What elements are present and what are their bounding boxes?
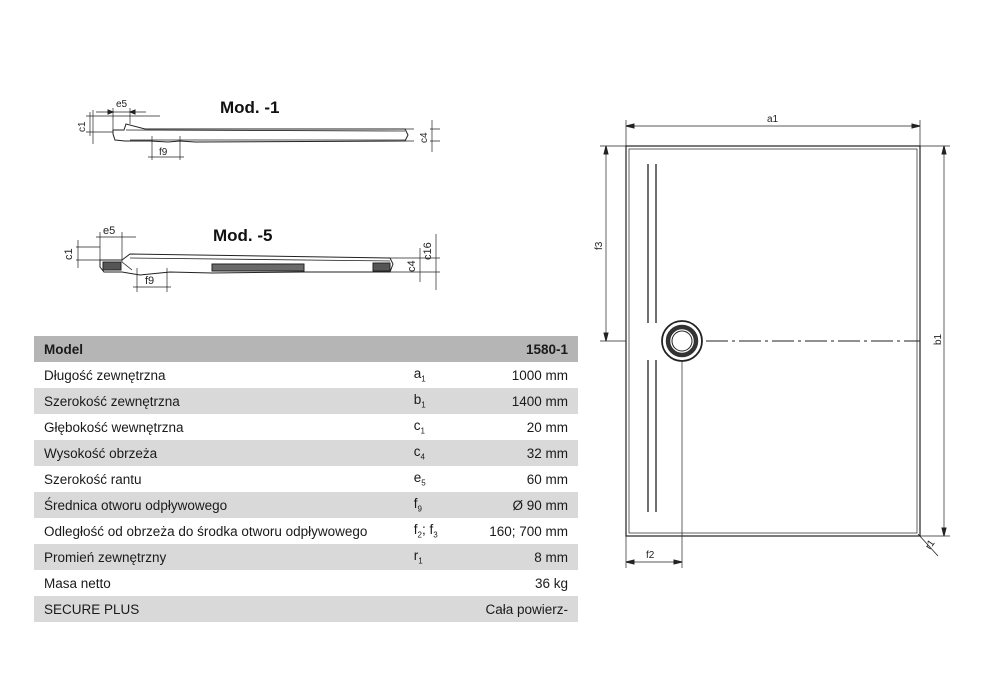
mod5-c16-label: c16 — [422, 242, 434, 260]
row-value: 32 mm — [443, 440, 578, 466]
row-parameter-name: Średnica otworu odpływowego — [34, 492, 408, 518]
mod1-c1-label: c1 — [77, 121, 88, 132]
plan-b1-label: b1 — [933, 333, 944, 345]
symbol-letter: c — [413, 444, 421, 460]
row-symbol — [408, 362, 443, 388]
table-row — [34, 388, 578, 414]
row-value: 1000 mm — [443, 362, 578, 388]
row-parameter-name: Szerokość zewnętrzna — [34, 388, 408, 414]
row-symbol — [408, 518, 443, 544]
symbol-letter: r — [413, 548, 419, 564]
plan-f3-label: f3 — [594, 241, 605, 250]
table-row — [34, 466, 578, 492]
table-row — [34, 362, 578, 388]
mod1-e5-label: e5 — [116, 99, 128, 110]
symbol-index: 2 — [417, 530, 422, 540]
table-row — [34, 570, 578, 596]
symbol-index: 5 — [421, 478, 426, 488]
symbol-index: 1 — [421, 400, 426, 410]
table-row — [34, 544, 578, 570]
mod1-c4-label: c4 — [419, 132, 430, 143]
row-symbol — [408, 466, 443, 492]
row-parameter-name: Masa netto — [34, 570, 408, 596]
row-symbol — [408, 388, 443, 414]
spec-table — [34, 336, 578, 622]
mod5-c4-label: c4 — [406, 260, 418, 272]
table-row — [34, 440, 578, 466]
row-parameter-name: Głębokość wewnętrzna — [34, 414, 408, 440]
row-value: 60 mm — [443, 466, 578, 492]
row-symbol — [408, 544, 443, 570]
row-parameter-name: Promień zewnętrzny — [34, 544, 408, 570]
header-model-label: Model — [34, 336, 408, 362]
symbol-index-2: 3 — [433, 530, 438, 540]
symbol-index: 9 — [417, 504, 422, 514]
row-symbol — [408, 414, 443, 440]
row-value: 8 mm — [443, 544, 578, 570]
symbol-index: 4 — [420, 452, 425, 462]
table-row — [34, 596, 578, 622]
symbol-index: 1 — [418, 556, 423, 566]
row-parameter-name: SECURE PLUS — [34, 596, 408, 622]
row-symbol — [408, 492, 443, 518]
mod5-c1-label: c1 — [63, 248, 75, 260]
row-parameter-name: Wysokość obrzeża — [34, 440, 408, 466]
symbol-letter: e — [413, 470, 422, 486]
symbol-letter: c — [413, 418, 421, 434]
symbol-index: 1 — [420, 426, 425, 436]
row-symbol — [408, 570, 443, 596]
symbol-letter: a — [413, 366, 422, 382]
table-row — [34, 414, 578, 440]
mod5-f9-label: f9 — [145, 275, 155, 287]
row-value: Cała powierz- — [443, 596, 578, 622]
row-symbol — [408, 596, 443, 622]
table-row — [34, 492, 578, 518]
row-value: Ø 90 mm — [443, 492, 578, 518]
mod1-f9-label: f9 — [159, 147, 168, 158]
symbol-letter: b — [413, 392, 422, 408]
mod5-e5-label: e5 — [103, 225, 116, 237]
plan-f2-label: f2 — [646, 550, 655, 561]
row-symbol — [408, 440, 443, 466]
header-model-value: 1580-1 — [443, 336, 578, 362]
row-value: 36 kg — [443, 570, 578, 596]
row-value: 160; 700 mm — [443, 518, 578, 544]
row-parameter-name: Szerokość rantu — [34, 466, 408, 492]
symbol-letter-2: ; f — [421, 522, 434, 538]
mod1-title: Mod. -1 — [220, 98, 280, 117]
table-header-row — [34, 336, 578, 362]
row-value: 20 mm — [443, 414, 578, 440]
spec-rows — [34, 362, 578, 622]
table-row — [34, 518, 578, 544]
symbol-letter: f — [413, 522, 418, 538]
symbol-index: 1 — [421, 374, 426, 384]
row-value: 1400 mm — [443, 388, 578, 414]
profile-drawings — [0, 0, 600, 320]
plan-r1-label: r1 — [923, 538, 938, 552]
symbol-letter: f — [413, 496, 418, 512]
row-parameter-name: Odległość od obrzeża do środka otworu odpływowego — [34, 518, 408, 544]
plan-a1-label: a1 — [767, 114, 779, 125]
row-parameter-name: Długość zewnętrzna — [34, 362, 408, 388]
mod5-title: Mod. -5 — [213, 226, 273, 245]
